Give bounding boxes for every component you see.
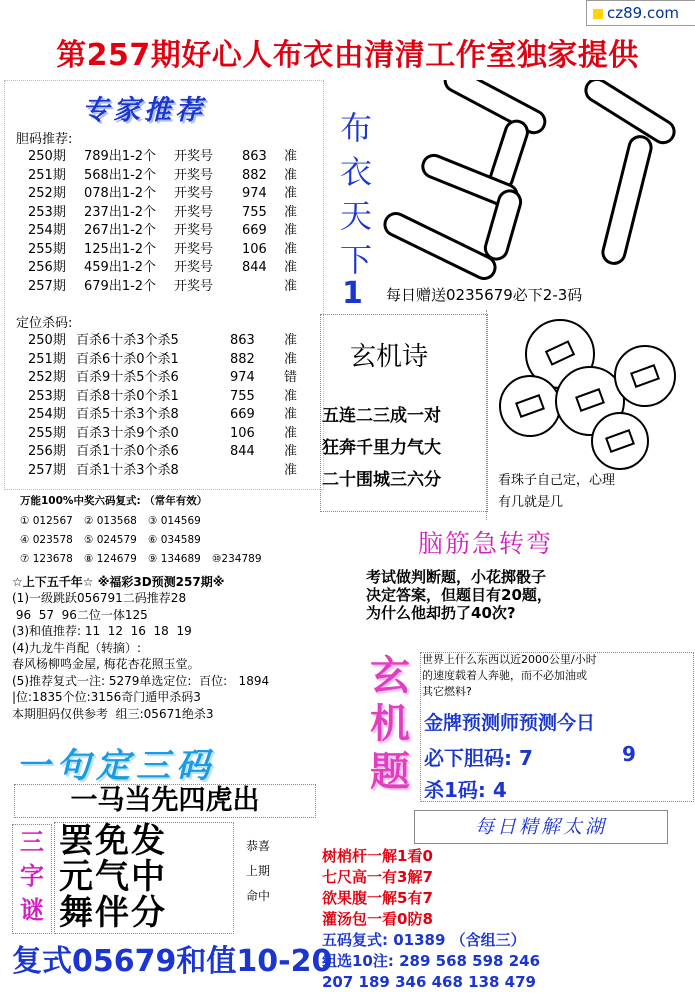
poem-line: 狂奔千里力气大 [322, 438, 441, 458]
dan-num: 863 [242, 149, 267, 164]
dan-label: 胆码推荐: [16, 132, 73, 147]
wanneng-combo: ⑩234789 [212, 553, 262, 565]
misc-line: (5)推荐复式一注: 5279单选定位: 百位: 1894 [12, 673, 270, 688]
wanneng-combo: ④ 023578 [20, 534, 73, 546]
xuanjiti-side [366, 652, 414, 804]
misc-section [12, 574, 362, 722]
kill-num: 863 [230, 333, 255, 348]
dan-row [28, 278, 318, 297]
dan-pick: 568出1-2个 [84, 167, 157, 183]
kill-label: 定位杀码: [16, 316, 73, 331]
kill-num: 974 [230, 370, 255, 385]
kill-issue: 251期 [28, 351, 66, 367]
kill-res: 错 [284, 370, 298, 385]
naojin-line: 为什么他却扔了40次? [366, 604, 516, 622]
xuanji-poem-lines [322, 400, 484, 496]
dan-kai: 开奖号 [174, 167, 214, 183]
sanzi-note-line: 命中 [245, 889, 270, 903]
xuanjiti-side-char: 机 [370, 701, 410, 747]
kill-res: 准 [284, 351, 298, 367]
naojin-line: 考试做判断题，小花掷骰子 [366, 568, 547, 586]
dan-res: 准 [284, 223, 298, 238]
kill-issue: 250期 [28, 333, 66, 348]
kill-num: 844 [230, 444, 255, 459]
dan-row [28, 222, 318, 241]
wanneng-combo: ① 012567 [20, 515, 73, 527]
misc-line: (4)九龙牛肖配（转摘）: [12, 640, 142, 655]
logo-square-icon [593, 9, 603, 19]
dan-issue: 252期 [28, 186, 66, 201]
kill-res: 准 [284, 407, 298, 422]
xuanjiti-side-char: 题 [370, 749, 410, 795]
wanneng-combos [20, 512, 320, 569]
taihu-line: 树梢杆一解1看0 [322, 847, 433, 865]
dan-issue: 253期 [28, 204, 66, 220]
dan-num: 844 [242, 260, 267, 275]
sanzi-note-line: 恭喜 [245, 839, 270, 853]
dan-pick: 125出1-2个 [84, 241, 157, 257]
dan-num: 106 [242, 241, 267, 257]
buyi-char: 天 [339, 197, 372, 235]
digit3-top [441, 80, 548, 137]
taihu-summary [322, 930, 692, 993]
kill-pick: 百杀1十杀0个杀6 [76, 444, 179, 459]
wanneng-combo: ③ 014569 [148, 515, 201, 527]
xuanji-poem-title: 玄机诗 [350, 342, 429, 372]
kill-row [28, 332, 318, 351]
kill-issue: 256期 [28, 444, 66, 459]
kill-row [28, 351, 318, 370]
taihu-line: 灌汤包一看0防8 [322, 910, 433, 928]
sanzi-line: 元气中 [59, 857, 167, 897]
dan-row [28, 241, 318, 260]
dan-issue: 256期 [28, 260, 66, 275]
dan-res: 准 [284, 241, 298, 257]
five-code: 五码复式: 01389 （含组三） [322, 931, 526, 949]
buyi-char: 衣 [339, 153, 372, 191]
xuanjiti-side-char: 玄 [370, 653, 410, 699]
misc-line: (3)和值推荐: 11 12 16 18 19 [12, 624, 192, 638]
digit3-bottom [381, 210, 498, 280]
watermark-badge[interactable] [586, 0, 695, 26]
wanneng-combo: ⑧ 124679 [84, 553, 137, 565]
dan-kai: 开奖号 [174, 204, 214, 220]
buyi-char: 布 [339, 109, 372, 147]
sanzi-lines-box [54, 822, 234, 934]
sanzi-side-char: 三 [20, 828, 44, 856]
dan-res: 准 [284, 186, 298, 201]
dan-issue: 250期 [28, 149, 66, 164]
coin-beads [490, 306, 690, 476]
misc-line: 96 57 96二位一体125 [12, 607, 148, 622]
kill-pick: 百杀5十杀3个杀8 [76, 407, 179, 422]
kill-table [28, 332, 318, 480]
sanzi-side-char: 字 [20, 862, 44, 890]
gold-kill: 杀1码: 4 [424, 778, 507, 802]
beads-note-line: 有几就是几 [498, 495, 564, 510]
page-title: 第257期好心人布衣由清清工作室独家提供 [56, 38, 639, 73]
digit7-stem [601, 134, 654, 265]
dan-kai: 开奖号 [174, 241, 214, 257]
dan-row [28, 167, 318, 186]
dan-row [28, 148, 318, 167]
yiju-phrase: 一马当先四虎出 [14, 784, 316, 818]
wanneng-combo: ⑤ 024579 [84, 534, 137, 546]
misc-header: ☆上下五千年☆ ※福彩3D预测257期※ [12, 575, 225, 589]
dan-kai: 开奖号 [174, 223, 214, 238]
kill-issue: 257期 [28, 462, 66, 478]
dan-res: 准 [284, 278, 298, 294]
dan-kai: 开奖号 [174, 260, 214, 275]
daily-gift: 每日赠送0235679必下2-3码 [386, 286, 583, 304]
dan-kai: 开奖号 [174, 186, 214, 201]
sanzi-note [238, 834, 278, 909]
group-code-2: 207 189 346 468 138 479 [322, 973, 536, 991]
sanzi-side-char: 谜 [20, 896, 44, 924]
dan-res: 准 [284, 167, 298, 183]
dan-table [28, 148, 318, 296]
dan-pick: 078出1-2个 [84, 186, 157, 201]
wanneng-row [20, 531, 320, 550]
naojin-title: 脑筋急转弯 [418, 529, 554, 558]
digit7-top [582, 80, 678, 147]
sanzi-line: 罢免发 [59, 821, 167, 861]
poem-line: 二十围城三六分 [322, 470, 441, 490]
dan-num: 974 [242, 186, 267, 201]
dan-issue: 257期 [28, 278, 66, 294]
yiju-title: 一句定三码 [16, 746, 216, 786]
dan-issue: 251期 [28, 167, 66, 183]
wanneng-label: 万能100%中奖六码复式: （常年有效） [20, 495, 208, 507]
kill-pick: 百杀3十杀9个杀0 [76, 425, 179, 441]
kill-issue: 252期 [28, 370, 66, 385]
gold-dan: 必下胆码: 7 [424, 746, 533, 770]
beads-note-line: 看珠子自己定，心理 [498, 473, 616, 488]
buyi-number: 1 [342, 276, 363, 311]
dan-issue: 254期 [28, 223, 66, 238]
fushi-line: 复式05679和值10-20 [12, 944, 333, 979]
wanneng-combo: ⑨ 134689 [148, 553, 201, 565]
dan-kai: 开奖号 [174, 149, 214, 164]
taihu-line: 七尺高一有3解7 [322, 868, 433, 886]
kill-pick: 百杀8十杀0个杀1 [76, 388, 179, 404]
taihu-line: 欲果腹一解5有7 [322, 889, 433, 907]
dan-res: 准 [284, 260, 298, 275]
kill-row [28, 443, 318, 462]
kill-res: 准 [284, 444, 298, 459]
watermark-text: cz89.com [607, 4, 680, 22]
dan-num: 882 [242, 167, 267, 183]
dan-issue: 255期 [28, 241, 66, 257]
kill-num: 106 [230, 425, 255, 441]
xuanjiti-question-line: 其它燃料? [422, 685, 472, 698]
dan-pick: 267出1-2个 [84, 223, 157, 238]
wanneng-combo: ② 013568 [84, 515, 137, 527]
naojin-line: 决定答案，但题目有20题， [366, 586, 552, 604]
kill-issue: 255期 [28, 425, 66, 441]
dan-num: 669 [242, 223, 267, 238]
xuanjiti-question [422, 652, 692, 700]
dan-pick: 459出1-2个 [84, 260, 157, 275]
dan-kai: 开奖号 [174, 278, 214, 294]
dan-res: 准 [284, 149, 298, 164]
kill-res: 准 [284, 462, 298, 478]
beads-note [498, 470, 694, 514]
xuanjiti-question-line: 世界上什么东西以近2000公里/小时 [422, 653, 597, 666]
kill-num: 669 [230, 407, 255, 422]
group-code: 组选10注: 289 568 598 246 [322, 952, 541, 970]
wanneng-combo: ⑥ 034589 [148, 534, 201, 546]
kill-row [28, 462, 318, 481]
kill-pick: 百杀1十杀3个杀8 [76, 462, 179, 478]
dan-res: 准 [284, 204, 298, 220]
dan-row [28, 185, 318, 204]
dan-row [28, 204, 318, 223]
misc-line: 春风杨柳鸣金屋, 梅花杏花照玉堂。 [12, 657, 200, 671]
gold-dan-2: 9 [622, 742, 636, 766]
taihu-lines [322, 846, 692, 930]
kill-res: 准 [284, 388, 298, 404]
naojin-text [366, 568, 686, 622]
dan-row [28, 259, 318, 278]
kill-issue: 253期 [28, 388, 66, 404]
dan-pick: 679出1-2个 [84, 278, 157, 294]
misc-line: (1)一级跳跃056791二码推荐28 [12, 591, 187, 605]
kill-issue: 254期 [28, 407, 66, 422]
sanzi-side [12, 824, 52, 934]
misc-line: |位:1835个位:3156奇门遁甲杀码3 [12, 690, 201, 704]
kill-num: 882 [230, 351, 255, 367]
wanneng-row [20, 550, 320, 569]
sanzi-line: 舞伴分 [59, 893, 167, 933]
dan-pick: 789出1-2个 [84, 149, 157, 164]
kill-row [28, 425, 318, 444]
gold-title: 金牌预测师预测今日 [424, 712, 596, 734]
poem-line: 五连二三成一对 [322, 406, 441, 426]
wanneng-combo: ⑦ 123678 [20, 553, 73, 565]
buyi-vertical [334, 106, 378, 282]
sanzi-note-line: 上期 [245, 864, 270, 878]
wanneng-row [20, 512, 320, 531]
big-37-art [380, 80, 692, 280]
kill-res: 准 [284, 333, 298, 348]
kill-pick: 百杀6十杀3个杀5 [76, 333, 179, 348]
buyi-char: 下 [339, 241, 372, 279]
xuanjiti-question-line: 的速度载着人奔驰，而不必加油或 [422, 669, 587, 682]
expert-title: 专家推荐 [82, 95, 206, 126]
kill-res: 准 [284, 425, 298, 441]
kill-row [28, 369, 318, 388]
kill-pick: 百杀9十杀5个杀6 [76, 370, 179, 385]
dan-num: 755 [242, 204, 267, 220]
dan-pick: 237出1-2个 [84, 204, 157, 220]
misc-line: 本期胆码仅供参考 组三:05671绝杀3 [12, 706, 214, 721]
kill-row [28, 406, 318, 425]
kill-row [28, 388, 318, 407]
kill-pick: 百杀6十杀0个杀1 [76, 351, 179, 367]
kill-num: 755 [230, 388, 255, 404]
taihu-title: 每日精解太湖 [414, 810, 668, 844]
